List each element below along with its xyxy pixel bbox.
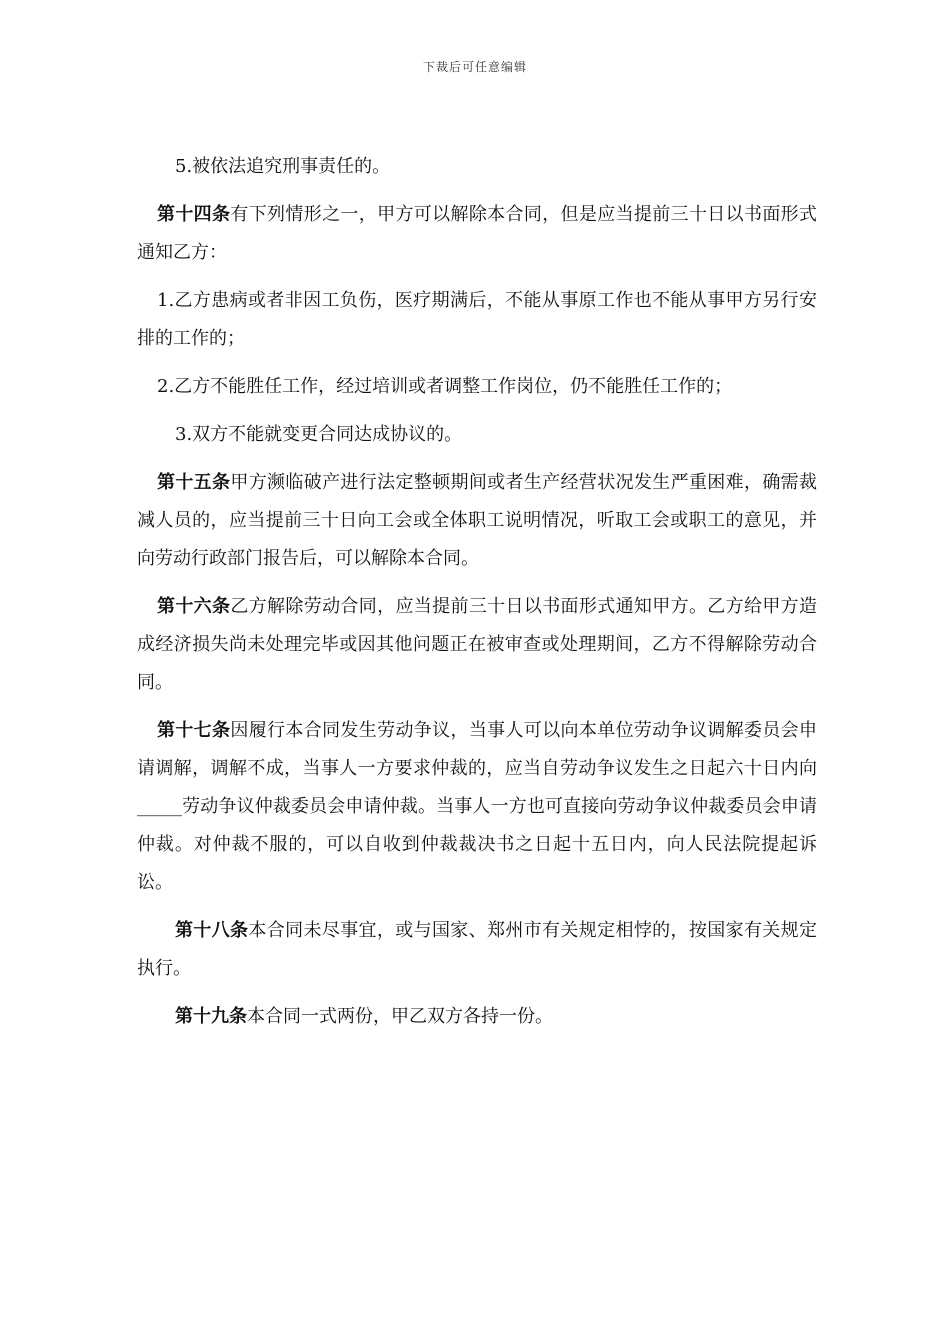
- article-16-title: 第十六条: [157, 596, 231, 617]
- clause-text: 5.被依法追究刑事责任的。: [175, 156, 391, 177]
- article-17-text: 因履行本合同发生劳动争议，当事人可以向本单位劳动争议调解委员会申请调解，调解不成，当事人一方要求仲裁的，应当自劳动争议发生之日起六十日内向_____劳动争议仲裁委员会申请仲裁。当事人一方也可直接向劳动争议仲裁委员会申请仲裁。对仲裁不服的，可以自收到仲裁裁决书之日起十五日内，向人民法院提起诉讼。: [137, 720, 818, 893]
- article-16: [137, 588, 817, 702]
- article-15: [137, 464, 817, 578]
- article-14-item-1: [137, 282, 817, 358]
- article-14-title: 第十四条: [157, 204, 231, 225]
- article-15-title: 第十五条: [157, 472, 231, 493]
- article-14-item-3: [137, 416, 817, 454]
- clause-text: 1.乙方患病或者非因工负伤，医疗期满后，不能从事原工作也不能从事甲方另行安排的工作的；: [137, 290, 817, 349]
- article-14-item-2: [137, 368, 817, 406]
- article-18-title: 第十八条: [175, 920, 249, 941]
- document-body: [137, 148, 817, 1046]
- article-19-title: 第十九条: [175, 1006, 247, 1027]
- clause-text: 3.双方不能就变更合同达成协议的。: [175, 424, 463, 445]
- clause-item-5: [137, 148, 817, 186]
- article-17-title: 第十七条: [157, 720, 231, 741]
- clause-text: 2.乙方不能胜任工作，经过培训或者调整工作岗位，仍不能胜任工作的；: [157, 376, 733, 397]
- article-14-text: 有下列情形之一，甲方可以解除本合同，但是应当提前三十日以书面形式通知乙方：: [137, 204, 818, 263]
- article-14: [137, 196, 817, 272]
- article-18: [137, 912, 817, 988]
- article-15-text: 甲方濒临破产进行法定整顿期间或者生产经营状况发生严重困难，确需裁减人员的，应当提前三十日向工会或全体职工说明情况，听取工会或职工的意见，并向劳动行政部门报告后，可以解除本合同。: [137, 472, 818, 569]
- article-18-text: 本合同未尽事宜，或与国家、郑州市有关规定相悖的，按国家有关规定执行。: [137, 920, 818, 979]
- article-19: [137, 998, 817, 1036]
- page-header: 下裁后可任意编辑: [422, 60, 527, 74]
- article-17: [137, 712, 817, 902]
- article-16-text: 乙方解除劳动合同，应当提前三十日以书面形式通知甲方。乙方给甲方造成经济损失尚未处理完毕或因其他问题正在被审查或处理期间，乙方不得解除劳动合同。: [137, 596, 818, 693]
- article-19-text: 本合同一式两份，甲乙双方各持一份。: [247, 1006, 553, 1027]
